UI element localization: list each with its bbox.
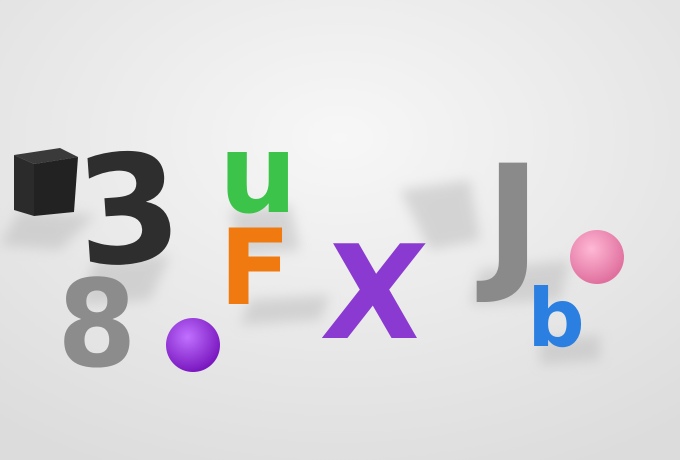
cube: [14, 148, 78, 216]
digit-8: [57, 254, 136, 394]
letter-b: [527, 272, 584, 365]
sphere-purple: [166, 318, 220, 372]
letter-X: [316, 217, 432, 369]
letter-F: [219, 207, 291, 329]
letter-X-glyph: X: [316, 217, 433, 369]
letter-u-glyph: u: [218, 110, 298, 238]
letter-J-glyph: J: [485, 134, 541, 308]
letter-F-glyph: F: [219, 207, 291, 329]
digit-8-glyph: 8: [57, 254, 137, 395]
digit-3-glyph: 3: [70, 120, 187, 302]
letter-b-glyph: b: [527, 272, 585, 365]
sphere-pink: [570, 230, 624, 284]
